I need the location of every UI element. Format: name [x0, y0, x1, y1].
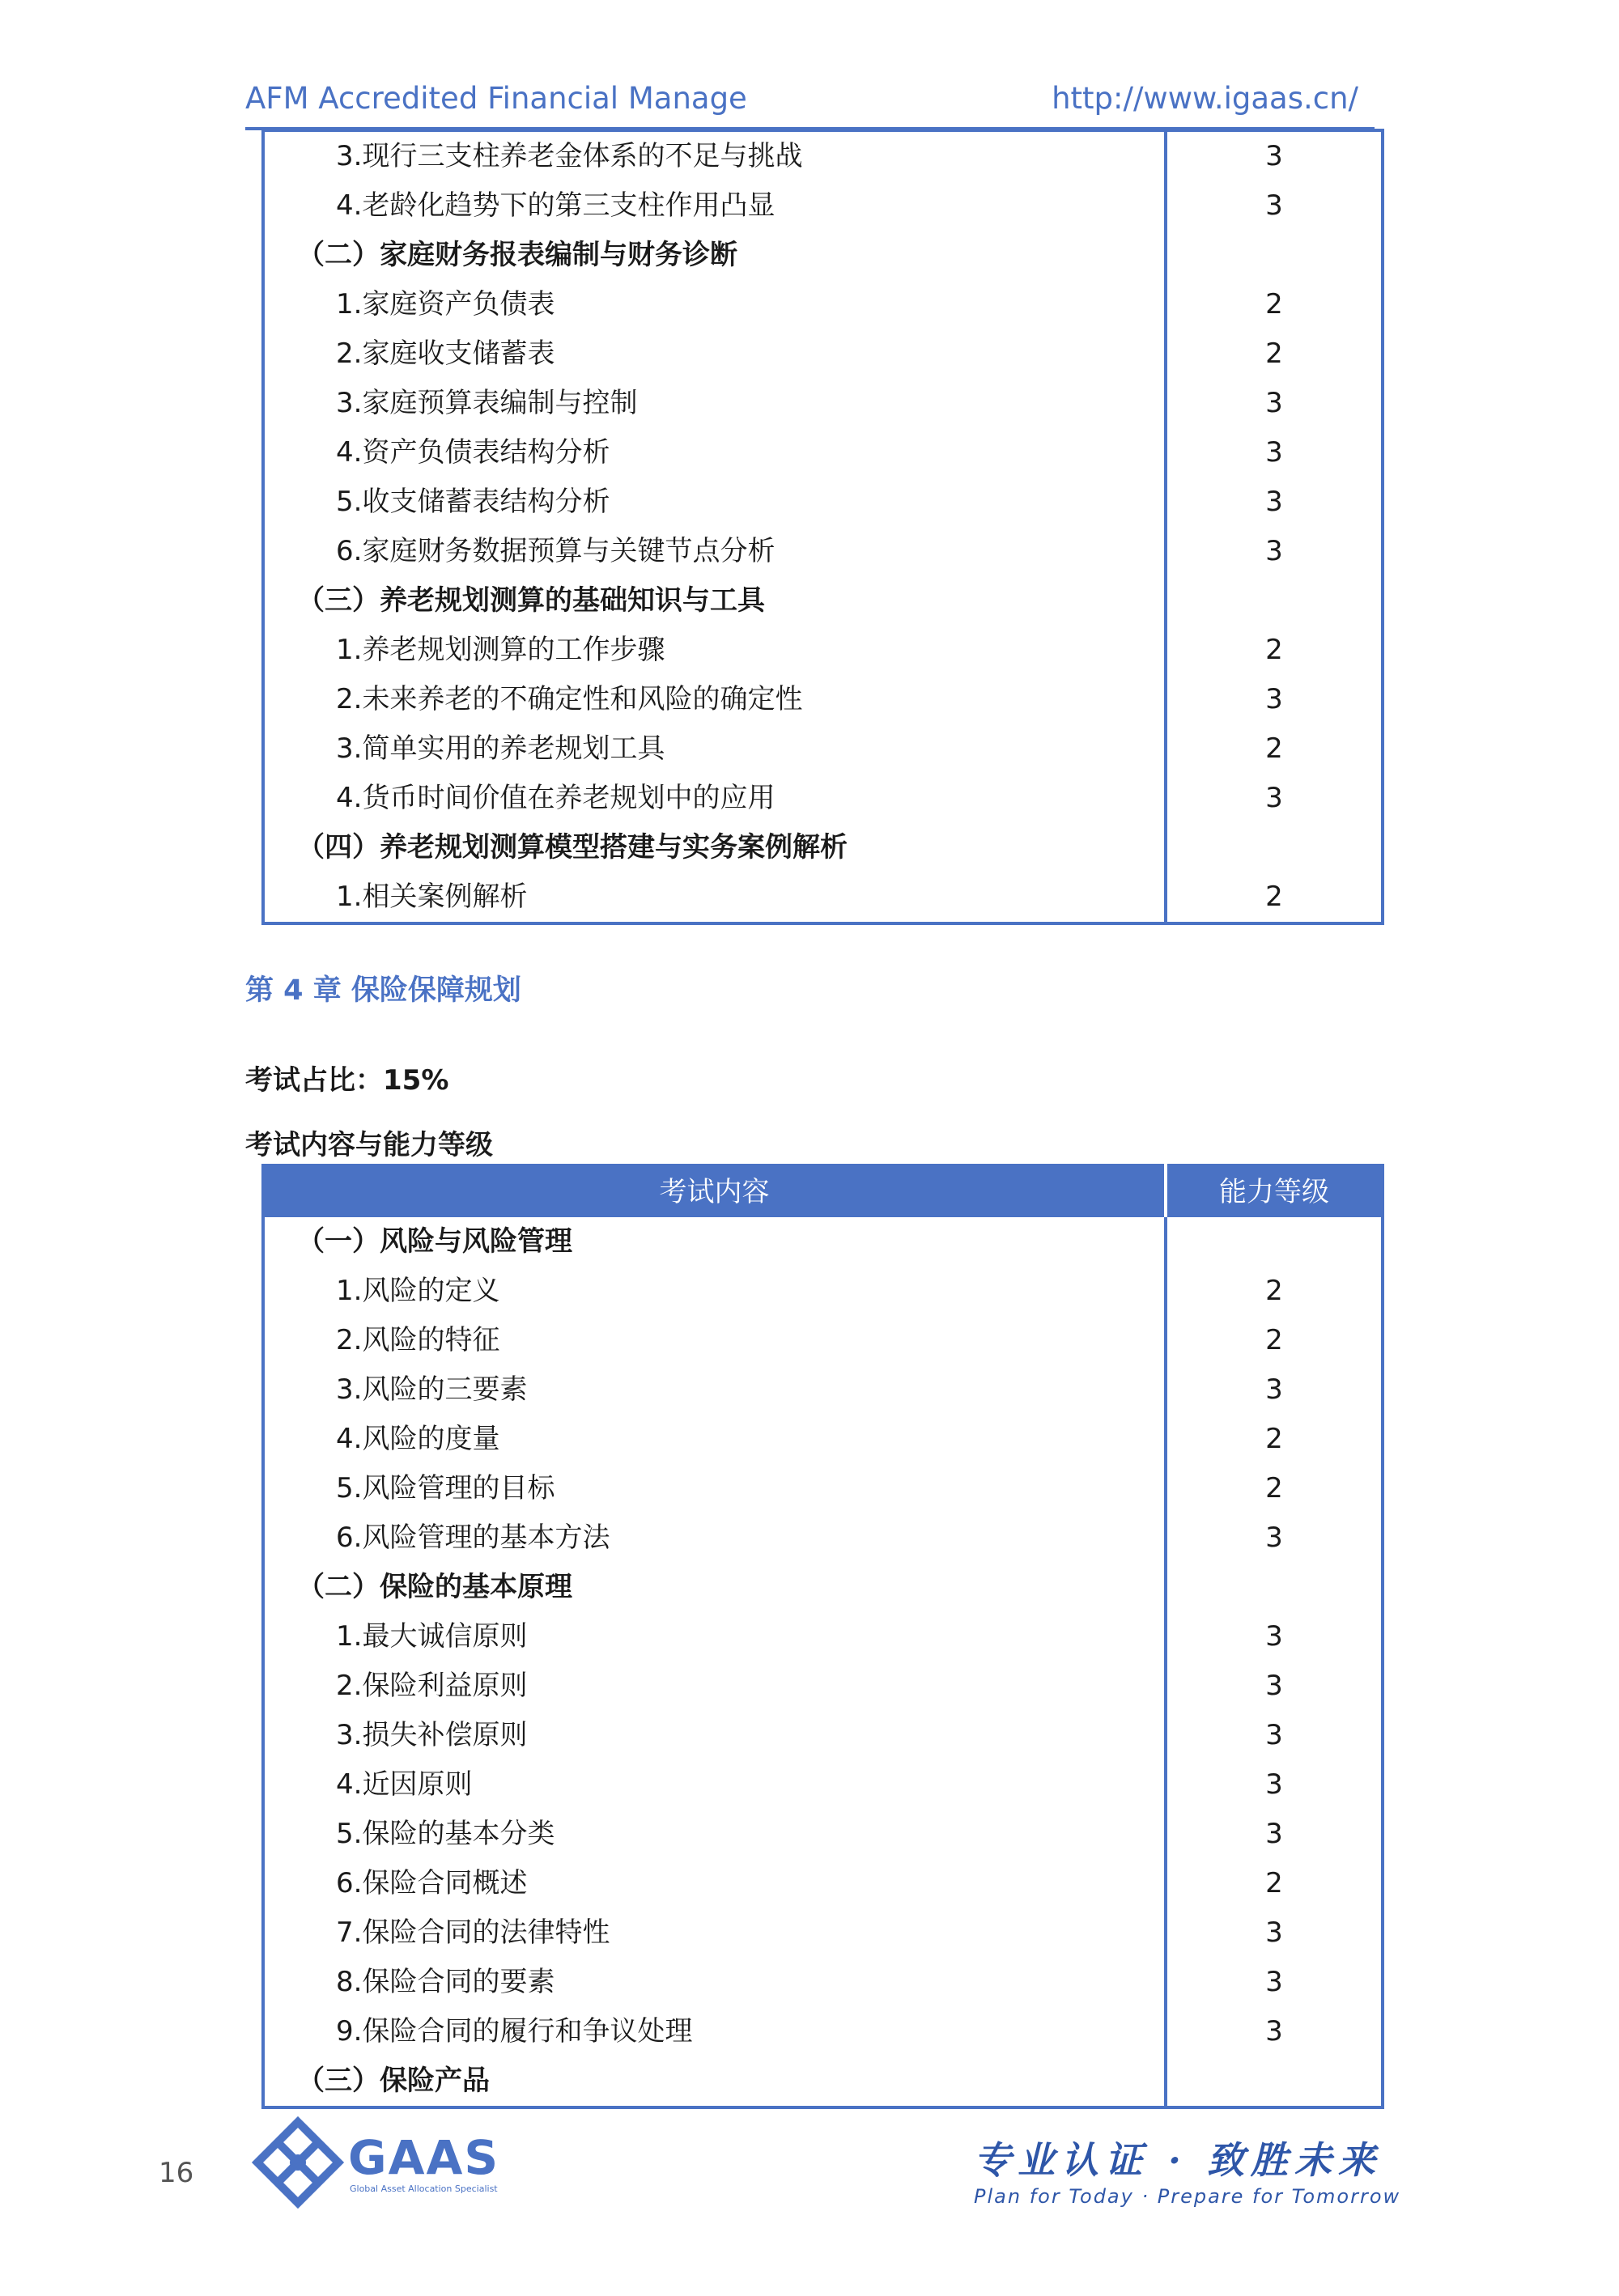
level-cell: 2 [1265, 881, 1283, 913]
level-cell: 2 [1265, 1867, 1283, 1899]
content-cell: 1.风险的定义 [263, 1267, 1166, 1316]
table-row [263, 1662, 1383, 1711]
level-cell: 3 [1265, 1620, 1283, 1653]
section-row [263, 231, 1383, 280]
table-row [263, 1810, 1383, 1859]
content-cell: 4.资产负债表结构分析 [263, 428, 1166, 477]
section-row [263, 823, 1383, 872]
level-cell [1166, 2056, 1383, 2107]
level-cell: 3 [1265, 1521, 1283, 1554]
level-cell: 3 [1265, 436, 1283, 469]
table-caption: 考试内容与能力等级 [245, 1129, 493, 1161]
table-row [263, 1464, 1383, 1513]
logo-wordmark: GAAS [348, 2130, 500, 2185]
content-cell: 5.风险管理的目标 [263, 1464, 1166, 1513]
level-cell: 3 [1265, 140, 1283, 172]
table-row [263, 1859, 1383, 1908]
content-cell: 9.保险合同的履行和争议处理 [263, 2007, 1166, 2056]
section-row [263, 2056, 1383, 2107]
table-row [263, 1760, 1383, 1810]
content-cell: 4.老龄化趋势下的第三支柱作用凸显 [263, 181, 1166, 231]
content-cell: 3.风险的三要素 [263, 1365, 1166, 1415]
exam-table-continued [261, 129, 1384, 925]
table-row [263, 130, 1383, 181]
content-cell: 5.收支储蓄表结构分析 [263, 477, 1166, 527]
table-row [263, 1415, 1383, 1464]
section-row [263, 576, 1383, 626]
level-cell: 3 [1265, 2015, 1283, 2048]
table-row [263, 181, 1383, 231]
level-cell: 2 [1265, 288, 1283, 320]
table-row [263, 527, 1383, 576]
content-cell: 4.货币时间价值在养老规划中的应用 [263, 774, 1166, 823]
level-cell: 3 [1265, 1670, 1283, 1702]
level-cell [1166, 1563, 1383, 1612]
content-cell: 2.保险利益原则 [263, 1662, 1166, 1711]
content-cell: 2.家庭收支储蓄表 [263, 329, 1166, 379]
content-cell: 1.养老规划测算的工作步骤 [263, 626, 1166, 675]
level-cell: 3 [1265, 486, 1283, 518]
section-title: （三）养老规划测算的基础知识与工具 [263, 576, 1166, 626]
header-url[interactable]: http://www.igaas.cn/ [1052, 81, 1358, 116]
section-title: （三）保险产品 [263, 2056, 1166, 2107]
table-row [263, 428, 1383, 477]
table-row [263, 1958, 1383, 2007]
content-cell: 7.保险合同的法律特性 [263, 1908, 1166, 1958]
level-cell: 3 [1265, 1966, 1283, 1998]
table-row [263, 1365, 1383, 1415]
section-title: （四）养老规划测算模型搭建与实务案例解析 [263, 823, 1166, 872]
header-title: AFM Accredited Financial Manage [245, 81, 747, 116]
section-title: （二）保险的基本原理 [263, 1563, 1166, 1612]
content-cell: 8.保险合同的要素 [263, 1958, 1166, 2007]
slogan-english: Plan for Today · Prepare for Tomorrow [974, 2185, 1401, 2208]
content-cell: 3.简单实用的养老规划工具 [263, 724, 1166, 774]
content-cell: 4.近因原则 [263, 1760, 1166, 1810]
table-header-row [263, 1165, 1383, 1217]
content-cell: 5.保险的基本分类 [263, 1810, 1166, 1859]
content-cell: 2.风险的特征 [263, 1316, 1166, 1365]
section-row [263, 1217, 1383, 1267]
level-cell: 3 [1265, 1916, 1283, 1949]
content-cell: 3.家庭预算表编制与控制 [263, 379, 1166, 428]
exam-table-chapter-4 [261, 1164, 1384, 2109]
level-cell: 3 [1265, 1818, 1283, 1850]
table-row [263, 1612, 1383, 1662]
level-cell: 3 [1265, 535, 1283, 567]
section-row [263, 1563, 1383, 1612]
header-content: 考试内容 [263, 1165, 1166, 1217]
content-cell: 6.家庭财务数据预算与关键节点分析 [263, 527, 1166, 576]
section-title: （二）家庭财务报表编制与财务诊断 [263, 231, 1166, 280]
level-cell: 2 [1265, 732, 1283, 765]
chapter-title: 第 4 章 保险保障规划 [245, 974, 521, 1007]
level-cell [1166, 1217, 1383, 1267]
table-row [263, 1316, 1383, 1365]
content-cell: 2.未来养老的不确定性和风险的确定性 [263, 675, 1166, 724]
exam-ratio: 考试占比：15% [245, 1064, 449, 1097]
table-row [263, 280, 1383, 329]
level-cell: 3 [1265, 1373, 1283, 1406]
table-row [263, 724, 1383, 774]
table-row [263, 1513, 1383, 1563]
table-row [263, 379, 1383, 428]
level-cell [1166, 231, 1383, 280]
level-cell: 3 [1265, 1719, 1283, 1751]
level-cell [1166, 823, 1383, 872]
content-cell: 1.相关案例解析 [263, 872, 1166, 923]
content-cell: 6.保险合同概述 [263, 1859, 1166, 1908]
content-cell: 1.家庭资产负债表 [263, 280, 1166, 329]
content-cell: 6.风险管理的基本方法 [263, 1513, 1166, 1563]
level-cell: 3 [1265, 683, 1283, 715]
table-row [263, 1267, 1383, 1316]
table-row [263, 872, 1383, 923]
content-cell: 4.风险的度量 [263, 1415, 1166, 1464]
level-cell: 3 [1265, 782, 1283, 814]
level-cell: 2 [1265, 1423, 1283, 1455]
logo-subtitle: Global Asset Allocation Specialist [350, 2184, 498, 2194]
table-row [263, 675, 1383, 724]
level-cell: 3 [1265, 189, 1283, 222]
level-cell [1166, 576, 1383, 626]
table-row [263, 774, 1383, 823]
table-row [263, 626, 1383, 675]
slogan-chinese: 专业认证 · 致胜未来 [974, 2138, 1383, 2182]
header-level: 能力等级 [1166, 1165, 1383, 1217]
level-cell: 2 [1265, 1324, 1283, 1356]
level-cell: 3 [1265, 1768, 1283, 1801]
level-cell: 2 [1265, 634, 1283, 666]
section-title: （一）风险与风险管理 [263, 1217, 1166, 1267]
table-row [263, 477, 1383, 527]
level-cell: 2 [1265, 1472, 1283, 1504]
content-cell: 3.现行三支柱养老金体系的不足与挑战 [263, 130, 1166, 181]
level-cell: 2 [1265, 1275, 1283, 1307]
table-row [263, 2007, 1383, 2056]
content-cell: 3.损失补偿原则 [263, 1711, 1166, 1760]
page-number: 16 [159, 2157, 194, 2189]
level-cell: 2 [1265, 337, 1283, 370]
table-row [263, 329, 1383, 379]
content-cell: 1.最大诚信原则 [263, 1612, 1166, 1662]
table-row [263, 1711, 1383, 1760]
level-cell: 3 [1265, 387, 1283, 419]
table-row [263, 1908, 1383, 1958]
